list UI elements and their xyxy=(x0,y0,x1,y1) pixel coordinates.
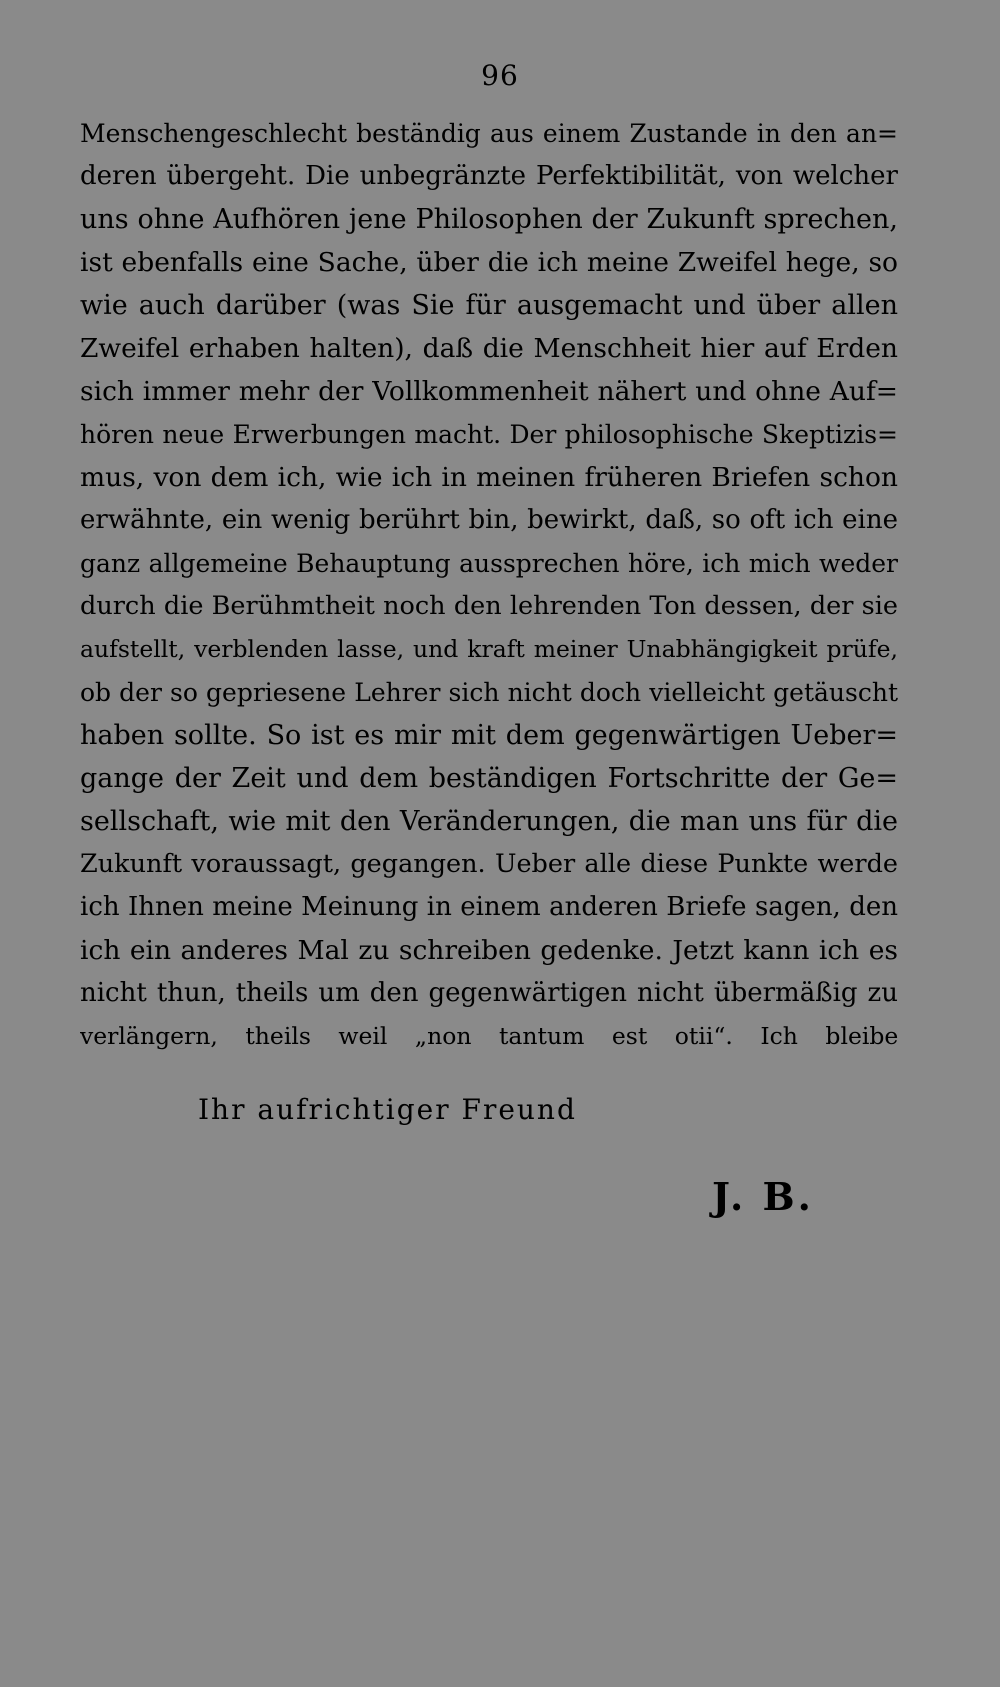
text-line: aufstellt, verblenden lasse, und kraft meiner Unabhängigkeit prüfe, xyxy=(80,635,898,663)
page-number: 96 xyxy=(481,59,519,92)
text-line: ich Ihnen meine Meinung in einem anderen Briefe sagen, den xyxy=(80,892,898,922)
letter-body xyxy=(80,112,898,1058)
text-line: sich immer mehr der Vollkommenheit nähert und ohne Auf= xyxy=(80,376,898,407)
text-line: verlängern, theils weil „non tantum est otii“. Ich bleibe xyxy=(80,1022,898,1050)
text-line: hören neue Erwerbungen macht. Der philosophische Skeptizis= xyxy=(80,420,898,449)
text-line: durch die Berühmtheit noch den lehrenden Ton dessen, der sie xyxy=(80,591,898,621)
text-line: ganz allgemeine Behauptung aussprechen höre, ich mich weder xyxy=(80,549,898,578)
text-line: Zweifel erhaben halten), daß die Menschheit hier auf Erden xyxy=(80,333,898,364)
text-line: erwähnte, ein wenig berührt bin, bewirkt, daß, so oft ich eine xyxy=(80,505,898,535)
text-line: nicht thun, theils um den gegenwärtigen nicht übermäßig zu xyxy=(80,978,898,1008)
text-line: mus, von dem ich, wie ich in meinen früheren Briefen schon xyxy=(80,462,898,493)
text-line: sellschaft, wie mit den Veränderungen, die man uns für die xyxy=(80,806,898,837)
text-line: deren übergeht. Die unbegränzte Perfektibilität, von welcher xyxy=(80,161,898,191)
letter-closing: Ihr aufrichtiger Freund xyxy=(198,1093,577,1126)
letter-signature: J. B. xyxy=(712,1174,814,1219)
text-line: ob der so gepriesene Lehrer sich nicht doch vielleicht getäuscht xyxy=(80,678,898,707)
text-line: gange der Zeit und dem beständigen Fortschritte der Ge= xyxy=(80,763,898,794)
text-line: ist ebenfalls eine Sache, über die ich meine Zweifel hege, so xyxy=(80,247,898,278)
text-line: ich ein anderes Mal zu schreiben gedenke. Jetzt kann ich es xyxy=(80,935,898,966)
text-line: Menschengeschlecht beständig aus einem Zustande in den an= xyxy=(80,119,898,148)
text-line: wie auch darüber (was Sie für ausgemacht und über allen xyxy=(80,290,898,321)
text-line: uns ohne Aufhören jene Philosophen der Zukunft sprechen, xyxy=(80,204,898,235)
text-line: Zukunft voraussagt, gegangen. Ueber alle diese Punkte werde xyxy=(80,849,898,879)
text-line: haben sollte. So ist es mir mit dem gegenwärtigen Ueber= xyxy=(80,720,898,751)
